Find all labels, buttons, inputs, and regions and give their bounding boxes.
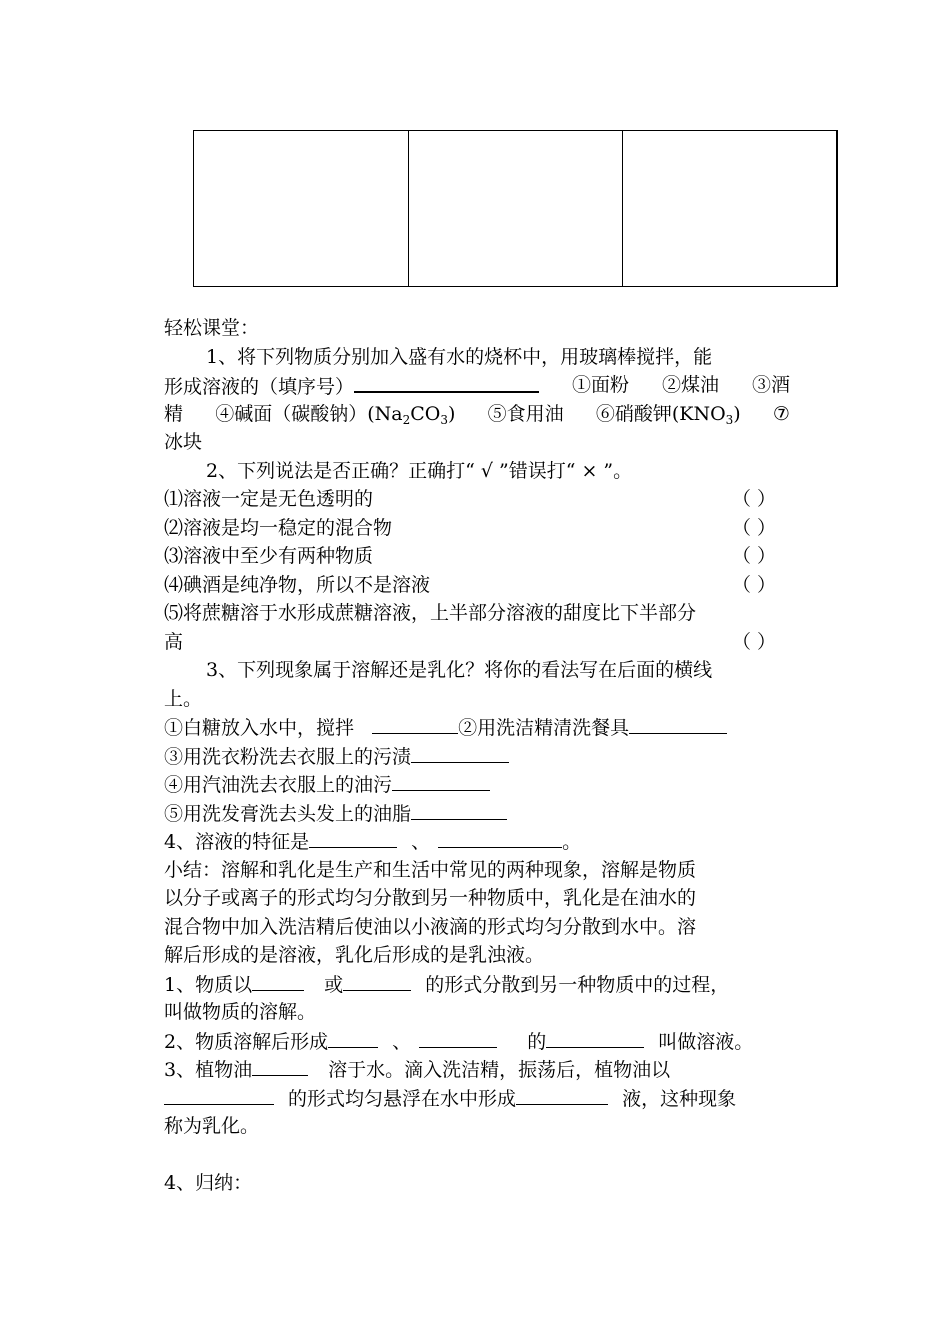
q2-item-2: ⑵溶液是均一稳定的混合物 （ ） [164,514,790,543]
answer-paren[interactable]: （ ） [731,630,776,653]
fill-2-blank-2[interactable] [419,1027,497,1048]
q3-title-line1: 3、下列现象属于溶解还是乳化？将你的看法写在后面的横线 [206,659,713,681]
answer-paren[interactable]: （ ） [731,573,776,596]
answer-table [193,130,838,287]
q3-title-line2: 上。 [164,687,203,710]
q3-items-1-2: ①白糖放入水中，搅拌 ②用洗洁精清洗餐具 [164,713,790,742]
summary-line-4: 解后形成的是溶液，乳化后形成的是乳浊液。 [164,944,545,966]
spacer [164,1141,790,1170]
q4-blank-2[interactable] [438,827,562,848]
q1-answer-blank[interactable] [354,371,539,393]
q2-item-5-line2: 高 （ ） [164,628,790,657]
q2-item-1: ⑴溶液一定是无色透明的 （ ） [164,485,790,514]
worksheet-content [164,314,790,1198]
table-cell-3[interactable] [623,131,838,287]
fill-1-blank-2[interactable] [343,970,411,991]
q3-item-3: ③用洗衣粉洗去衣服上的污渍 [164,742,790,771]
q1-line1: 1、将下列物质分别加入盛有水的烧杯中，用玻璃棒搅拌，能 [206,345,713,368]
fill-3-blank-1[interactable] [252,1055,308,1076]
q1-line2: 形成溶液的（填序号） ①面粉 ②煤油 ③酒 [164,371,790,400]
fill-4-line: 4、归纳： [164,1172,253,1194]
q4-line: 4、溶液的特征是 、 。 [164,827,790,856]
fill-2-blank-3[interactable] [546,1027,644,1048]
q2-item-3: ⑶溶液中至少有两种物质 （ ） [164,542,790,571]
q4-blank-1[interactable] [309,827,397,848]
q2-item-4: ⑷碘酒是纯净物，所以不是溶液 （ ） [164,571,790,600]
summary-line-2: 以分子或离子的形式均匀分散到另一种物质中，乳化是在油水的 [164,887,697,909]
answer-paren[interactable]: （ ） [731,488,776,510]
fill-2-blank-1[interactable] [328,1027,378,1048]
q3-blank-1[interactable] [372,713,458,734]
section-title: 轻松课堂： [164,317,260,339]
q1-line4: 冰块 [164,431,203,453]
fill-3-line3: 称为乳化。 [164,1115,260,1137]
fill-1-blank-1[interactable] [252,970,304,991]
q2-title: 2、下列说法是否正确？正确打“ √ ”错误打“ × ”。 [206,459,633,482]
q3-blank-2[interactable] [629,713,727,734]
q3-item-5: ⑤用洗发膏洗去头发上的油脂 [164,799,790,828]
summary-line-3: 混合物中加入洗洁精后使油以小液滴的形式均匀分散到水中。溶 [164,915,697,938]
fill-3-blank-2[interactable] [164,1084,274,1105]
table-cell-2[interactable] [408,131,623,287]
fill-2-line: 2、物质溶解后形成 、 的 叫做溶液。 [164,1027,790,1056]
answer-paren[interactable]: （ ） [731,516,776,539]
q3-item-4: ④用汽油洗去衣服上的油污 [164,770,790,799]
q3-blank-3[interactable] [411,742,509,763]
q1-line3: 精 ④碱面（碳酸钠）$(Na_2CO_3)$ ⑤食用油 ⑥硝酸钾$(KNO_3)$ ⑦ [164,402,790,427]
fill-3-blank-3[interactable] [516,1084,608,1105]
q3-blank-4[interactable] [392,770,490,791]
fill-3-line1: 3、植物油 溶于水。滴入洗洁精，振荡后，植物油以 [164,1055,790,1084]
q3-blank-5[interactable] [411,799,507,820]
fill-3-line2: 的形式均匀悬浮在水中形成 液，这种现象 [164,1084,790,1113]
fill-1-line2: 叫做物质的溶解。 [164,1001,317,1023]
table-row [194,131,838,287]
q2-item-5-line1: ⑸将蔗糖溶于水形成蔗糖溶液，上半部分溶液的甜度比下半部分 [164,602,697,624]
table-cell-1[interactable] [194,131,409,287]
answer-paren[interactable]: （ ） [731,545,776,567]
summary-line-1: 小结：溶解和乳化是生产和生活中常见的两种现象，溶解是物质 [164,858,697,881]
fill-1-line1: 1、物质以 或 的形式分散到另一种物质中的过程， [164,970,790,999]
